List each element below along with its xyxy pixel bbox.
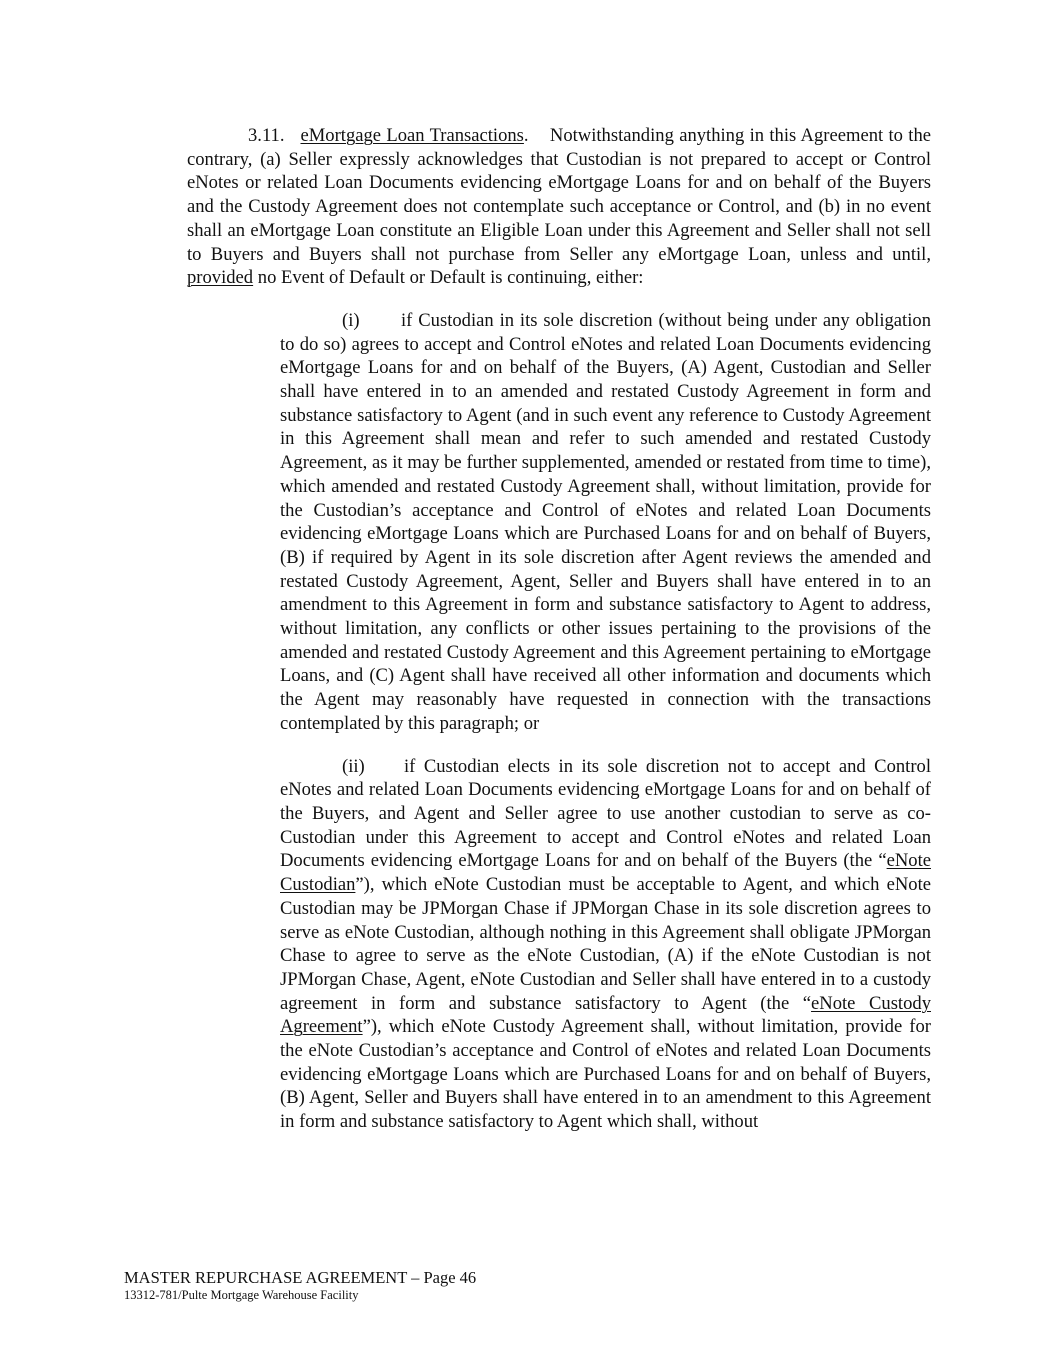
defined-term-enote-custodian: eNote Custodian [280,850,931,896]
clause-text: if Custodian in its sole discretion (without being under any obligation to do so) agrees to accept and Control eNotes and related Loan Documents evidencing eMortgage Loans for and on behalf of the Buyers, (A) Agent, Custodian and Seller shall have entered in to an amended and restated Custody Agreement in form and substance satisfactory to Agent (and in such event any reference to Custody Agreement in this Agreement shall mean and refer to such amended and restated Custody Agreement, as it may be further supplemented, amended or restated from time to time), which amended and restated Custody Agreement shall, without limitation, provide for the Custodian’s acceptance and Control of eNotes and related Loan Documents evidencing eMortgage Loans which are Purchased Loans for and on behalf of Buyers, (B) if required by Agent in its sole discretion after Agent reviews the amended and restated Custody Agreement, Agent, Seller and Buyers shall have entered in to an amendment to this Agreement in form and substance satisfactory to Agent to address, without limitation, any conflicts or other issues pertaining to the provisions of the amended and restated Custody Agreement and this Agreement pertaining to eMortgage Loans, and (C) Agent shall have received all other information and documents which the Agent may reasonably have requested in connection with the transactions contemplated by this paragraph; or [280,309,931,734]
section-intro-text-end: no Event of Default or Default is continuing, either: [257,267,644,289]
footer-title: MASTER REPURCHASE AGREEMENT – Page 46 [124,1268,477,1287]
section-number: 3.11. [248,125,285,146]
section-heading-punct: . [523,125,529,146]
section-3-11-paragraph [187,124,931,290]
clause-ii [280,755,931,1134]
clause-text: ”), which eNote Custody Agreement shall, without limitation, provide for the eNote Custodian’s acceptance and Control of eNotes and related Loan Documents evidencing eMortgage Loans which are Purchased Loans for and on behalf of Buyers, (B) Agent, Seller and Buyers shall have entered in to an amendment to this Agreement in form and substance satisfactory to Agent which shall, without [280,1016,931,1133]
footer-doc-id: 13312-781/Pulte Mortgage Warehouse Facility [124,1288,359,1302]
clause-i [280,309,931,736]
clause-text: if Custodian elects in its sole discretion not to accept and Control eNotes and related Loan Documents evidencing eMortgage Loans for and on behalf of the Buyers, and Agent and Seller agree to use another custodian to serve as co-Custodian under this Agreement to accept and Control eNotes and related Loan Documents evidencing eMortgage Loans for and on behalf of the Buyers (the “ [280,755,931,872]
document-body [187,124,931,1134]
clause-text: ”), which eNote Custodian must be acceptable to Agent, and which eNote Custodian may be JPMorgan Chase if JPMorgan Chase in its sole discretion agrees to serve as eNote Custodian, although nothing in this Agreement shall obligate JPMorgan Chase to agree to serve as the eNote Custodian, (A) if the eNote Custodian is not JPMorgan Chase, Agent, eNote Custodian and Seller shall have entered in to a custody agreement in form and substance satisfactory to Agent (the “ [280,874,931,1014]
page-footer [124,1268,476,1303]
provided-term: provided [187,267,254,289]
clause-number: (i) [342,309,360,331]
section-heading: eMortgage Loan Transactions [300,125,524,146]
section-intro-text: Notwithstanding anything in this Agreement to the contrary, (a) Seller expressly acknowledges that Custodian is not prepared to accept or Control eNotes or related Loan Documents evidencing eMortgage Loans for and on behalf of the Buyers and the Custody Agreement does not contemplate such acceptance or Control, and (b) in no event shall an eMortgage Loan constitute an Eligible Loan under this Agreement and Seller shall not sell to Buyers and Buyers shall not purchase from Seller any eMortgage Loan, unless and until, [187,125,931,265]
defined-term-enote-custody-agreement: eNote Custody Agreement [280,992,931,1038]
clause-number: (ii) [342,755,365,777]
